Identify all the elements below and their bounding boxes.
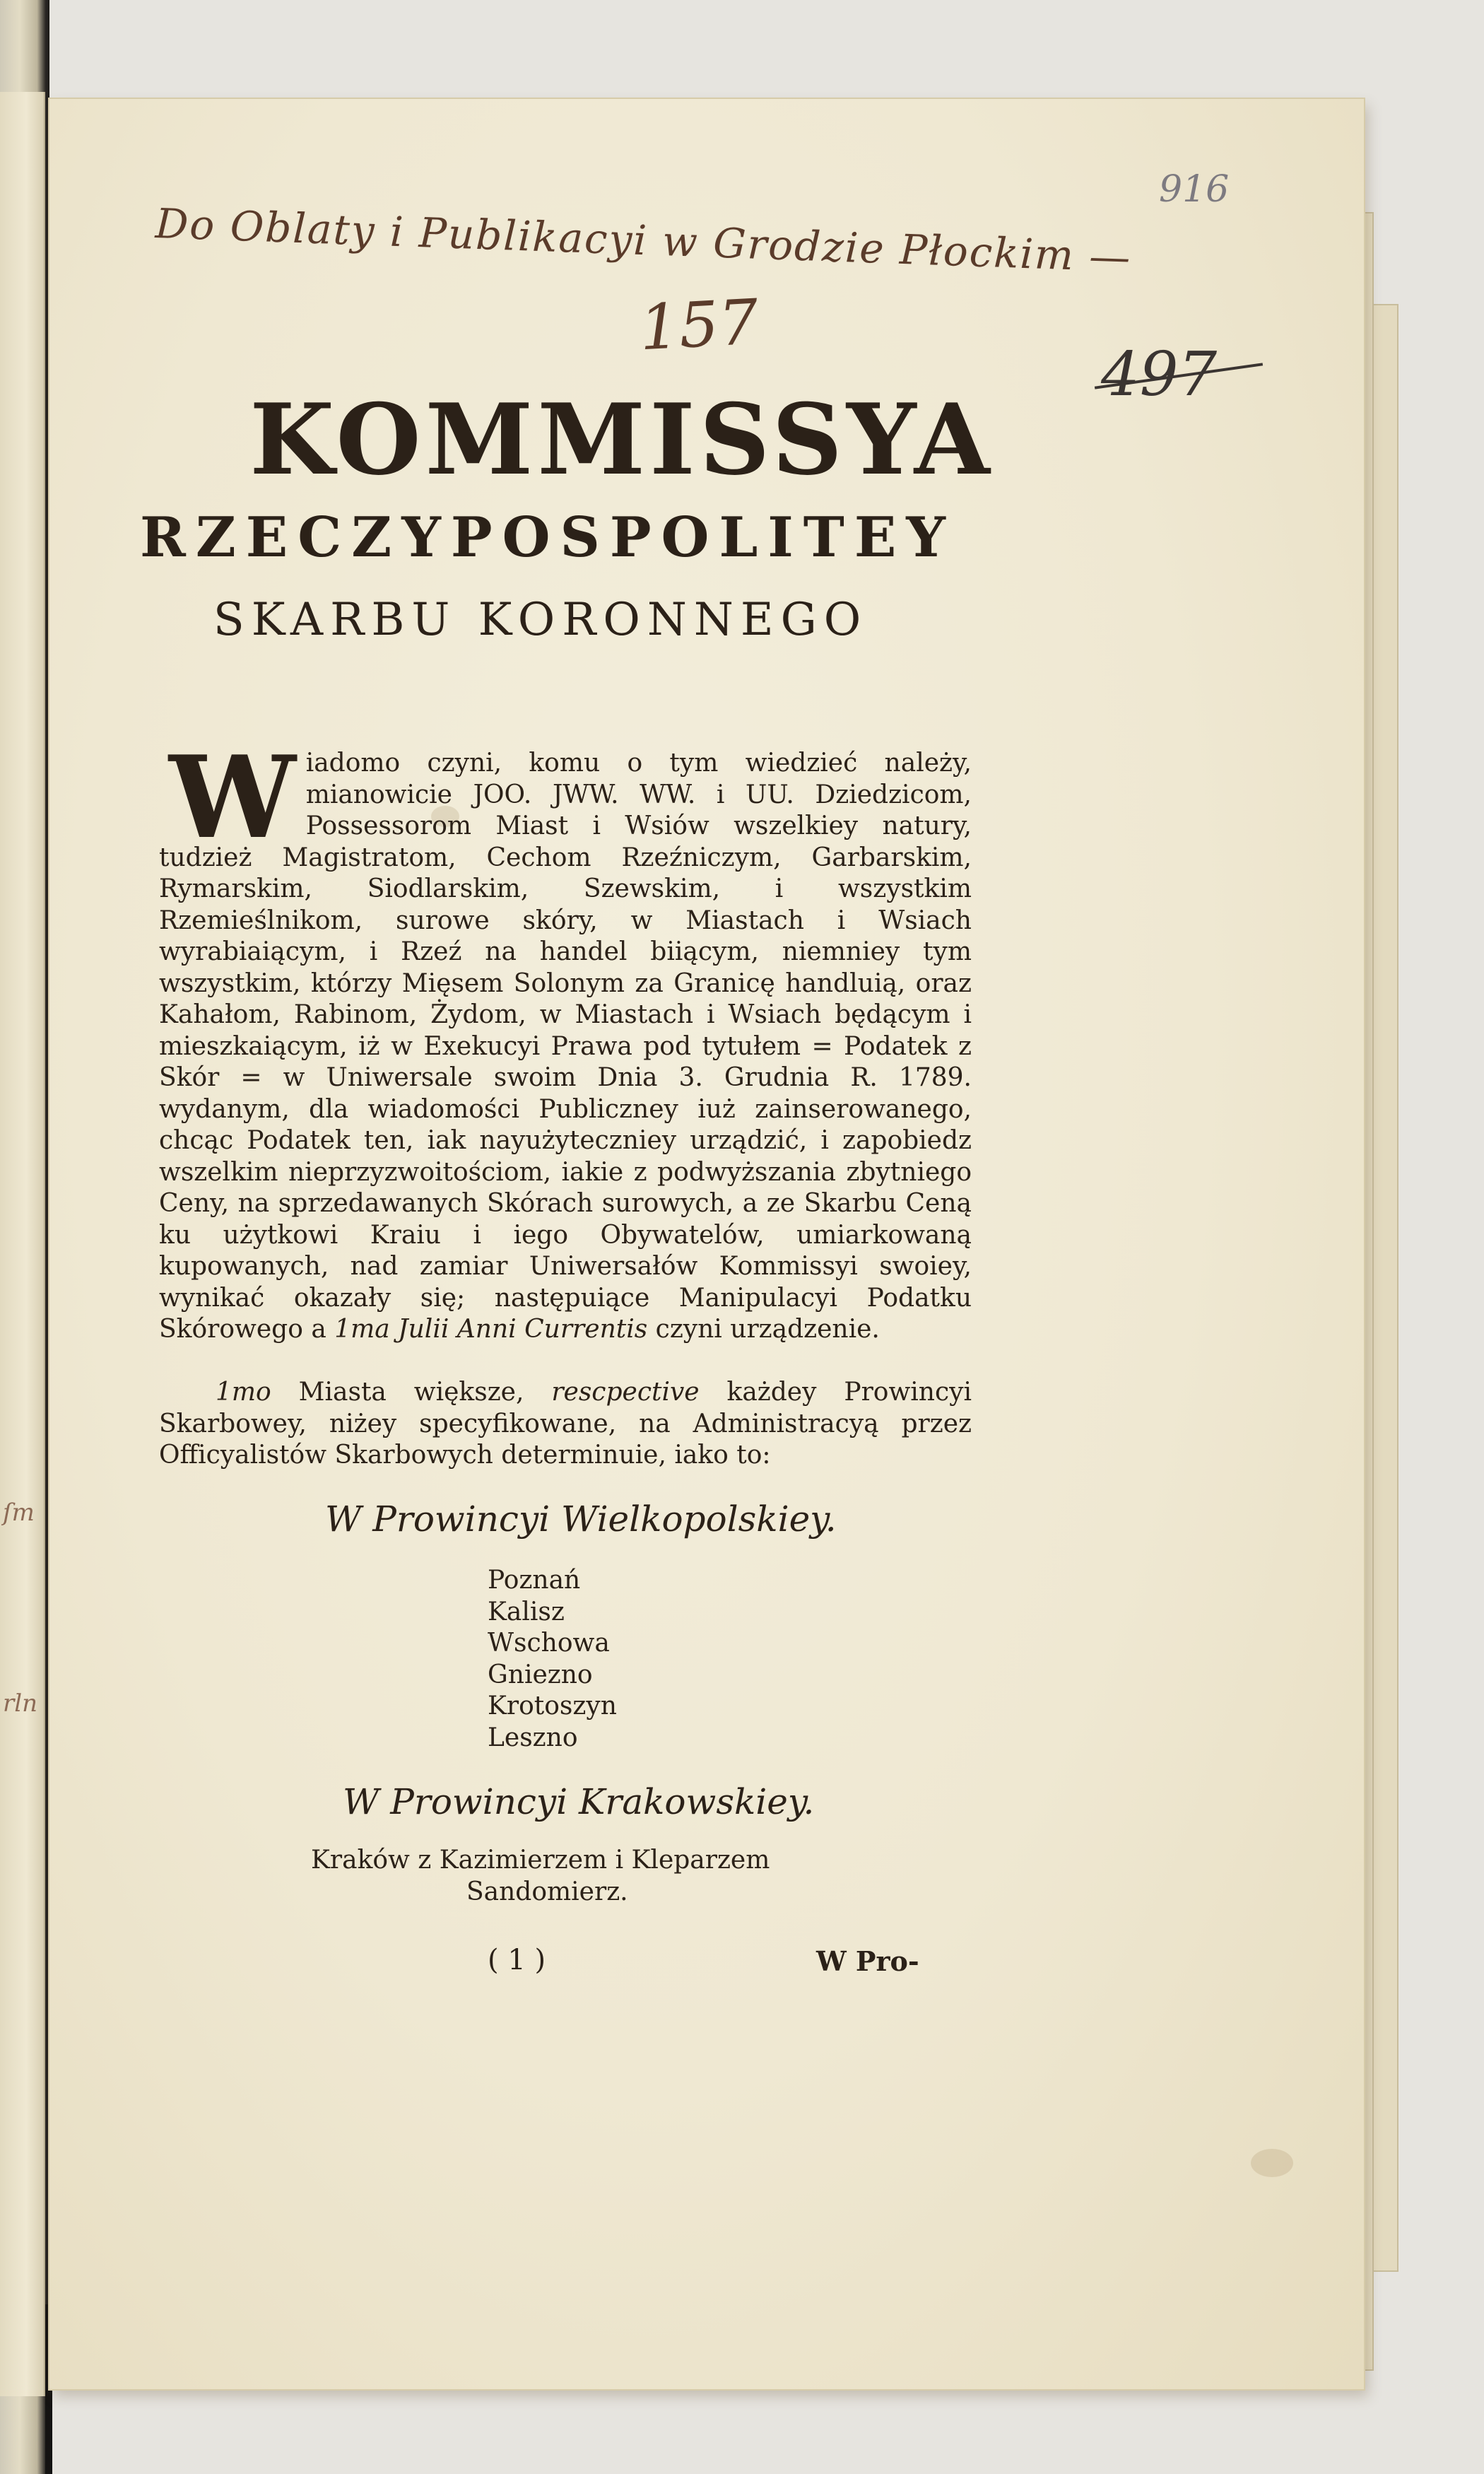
left-page-scribble: rln — [3, 1689, 38, 1718]
main-paragraph — [159, 731, 972, 1346]
town-list-wielkopolska — [488, 1565, 617, 1754]
drop-cap: W — [169, 731, 296, 864]
town-item: Leszno — [488, 1723, 578, 1752]
paper-stain — [1251, 2149, 1293, 2177]
title-rzeczypospolitey: RZECZYPOSPOLITEY — [140, 505, 955, 570]
province-heading-krakowska: W Prowincyi Krakowskiey. — [343, 1781, 815, 1822]
town-item: Kalisz — [488, 1597, 565, 1626]
town-item: Krotoszyn — [488, 1692, 617, 1720]
town-item: Poznań — [488, 1566, 581, 1595]
main-paragraph-text: iadomo czyni, komu o tym wiedzieć należy, mianowicie JOO. JWW. WW. i UU. Dziedzicom, Possessorom Miast i Wsiów wszelkiey natury, tudzież Magistratom, Cechom Rzeźniczym, Garbarskim, Rymarskim, Siodlarskim, Szewskim, i wszystkim Rzemieślnikom, surowe skóry, w Miastach i Wsiach wyrabiaiącym, i Rzeź na handel biiącym, niemniey tym wszystkim, którzy Mięsem Solonym za Granicę handluią, oraz Kahałom, Rabinom, Żydom, w Miastach i Wsiach będącym i mieszkaiącym, iż w Exekucyi Prawa pod tytułem = Podatek z Skór = w Uniwersale swoim Dnia 3. Grudnia R. 1789. wydanym, dla wiadomości Publiczney iuż zainserowanego, chcąc Podatek ten, iak nayużyteczniey urządzić, i zapobiedz wszelkim nieprzyzwoitościom, iakie z podwyższania zbytniego Ceny, na sprzedawanych Skórach surowych, a ze Skarbu Ceną ku użytkowi Kraiu i iego Obywatelów, umiarkowaną kupowanych, nad zamiar Uniwersałów Kommissyi swoiey, wynikać okazały się; następuiące Manipulacyi Podatku Skórowego a — [159, 749, 972, 1344]
page-number: ( 1 ) — [488, 1944, 546, 1976]
section-1mo-paragraph — [159, 1377, 972, 1472]
left-page-edge — [0, 92, 45, 2396]
section-text-a: Miasta większe, — [298, 1378, 524, 1407]
section-text-b: każdey Prowincyi Skarbowey, niżey specyfikowane, na Administracyą przez Officyalistów Skarbowych determinuie, iako to: — [159, 1378, 972, 1470]
section-italic-word: rescpective — [551, 1378, 700, 1407]
main-paragraph-date: 1ma Julii Anni Currentis — [334, 1315, 648, 1344]
town-item: Sandomierz. — [466, 1877, 628, 1906]
town-item: Kraków z Kazimierzem i Kleparzem — [311, 1846, 770, 1875]
title-kommissya: KOMMISSYA — [249, 382, 994, 497]
main-paragraph-end: czyni urządzenie. — [655, 1315, 880, 1344]
province-heading-wielkopolska: W Prowincyi Wielkopolskiey. — [325, 1499, 837, 1540]
handwritten-folio-number: 916 — [1159, 168, 1230, 211]
handwritten-number-497: 497 — [1101, 339, 1218, 410]
town-list-krakowska — [311, 1845, 770, 1908]
title-skarbu-koronnego: SKARBU KORONNEGO — [213, 594, 868, 646]
handwritten-number-157: 157 — [637, 285, 760, 365]
left-page-scribble: ſm — [3, 1499, 35, 1527]
town-item: Wschowa — [488, 1629, 610, 1658]
handwritten-oblaty-note: Do Oblaty i Publikacyi w Grodzie Płockim — — [154, 199, 1133, 282]
town-item: Gniezno — [488, 1660, 593, 1689]
catchword: W Pro- — [816, 1945, 919, 1977]
section-number: 1mo — [216, 1378, 271, 1407]
